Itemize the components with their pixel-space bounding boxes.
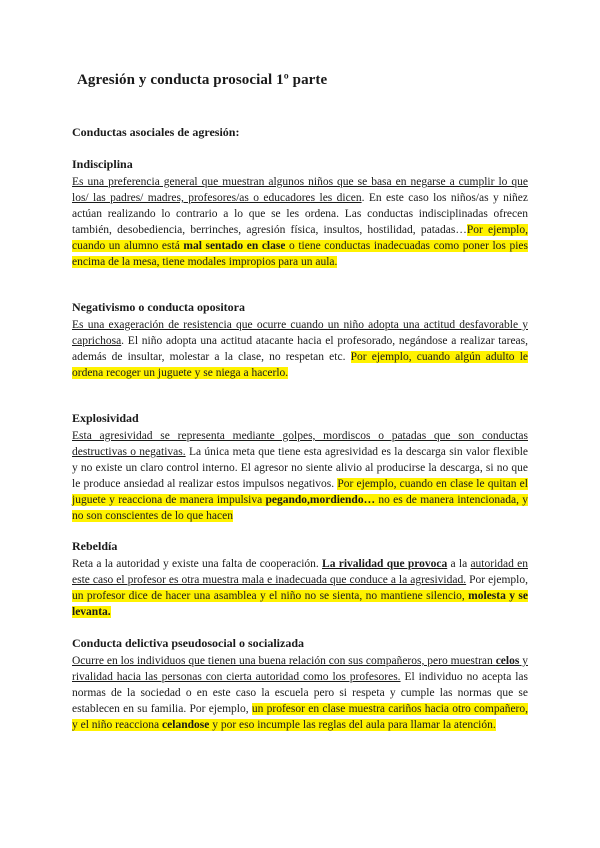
paragraph-rebeldia — [72, 556, 528, 620]
paragraph-conducta-delictiva — [72, 653, 528, 733]
section-indisciplina — [72, 157, 528, 270]
example-highlight: o tiene conductas inadecuadas como poner los pies encima de la mesa, tiene modales impropios para un aula. — [72, 240, 528, 268]
definition-text: Es una preferencia general que muestran algunos niños que se basa en negarse a cumplir lo que los/ las padres/ madres, profesores/as o educadores les dicen — [72, 176, 528, 204]
example-highlight: Por ejemplo, cuando un alumno está — [72, 224, 528, 252]
document-title: Agresión y conducta prosocial 1º parte — [77, 72, 328, 88]
section-intro-heading: Conductas asociales de agresión: — [72, 125, 240, 139]
body-text: Por ejemplo, — [466, 574, 528, 586]
section-explosividad — [72, 411, 528, 524]
definition-text: Esta agresividad se representa mediante golpes, mordiscos o patadas que son conductas destructivas o negativas. — [72, 430, 528, 458]
section-heading-explosividad: Explosividad — [72, 411, 139, 425]
example-highlight-bold: pegando,mordiendo… — [265, 494, 376, 506]
body-text: . El niño adopta una actitud atacante hacia el profesorado, negándose a realizar tareas, además de insultar, molestar a la clase, no respetan etc. — [72, 335, 528, 363]
example-highlight: Por ejemplo, cuando en clase le quitan el juguete y reacciona de manera impulsiva — [72, 478, 528, 506]
emphasis-text: celos — [495, 655, 520, 667]
example-highlight: y por eso incumple las reglas del aula para llamar la atención. — [209, 719, 496, 731]
definition-text: Es una exageración de resistencia que ocurre cuando un niño adopta una actitud desfavorable y caprichosa — [72, 319, 528, 347]
example-highlight: un profesor en clase muestra cariños hacia otro compañero, y el niño reacciona — [72, 703, 529, 731]
example-highlight-bold: molesta y se levanta. — [72, 590, 528, 618]
section-heading-negativismo: Negativismo o conducta opositora — [72, 300, 245, 314]
emphasis-text: La rivalidad que provoca — [322, 558, 448, 570]
definition-text: y rivalidad hacia las personas con cierta autoridad como los profesores. — [72, 655, 529, 683]
body-text: a la — [447, 558, 471, 570]
section-heading-conducta-delictiva: Conducta delictiva pseudosocial o socializada — [72, 636, 305, 650]
body-text: . En este caso los niños/as y niñez actúan realizando lo contrario a lo que se les ordena. Las conductas indisciplinadas ofrecen también, desobediencia, berrinches, agresión física, insultos, hostilidad, patadas… — [72, 192, 528, 236]
section-negativismo — [72, 300, 528, 381]
section-rebeldia — [72, 539, 528, 620]
example-highlight: no es de manera intencionada, y no son conscientes de lo que hacen — [72, 494, 529, 522]
section-heading-rebeldia: Rebeldía — [72, 539, 118, 553]
example-highlight: un profesor dice de hacer una asamblea y el niño no se sienta, no mantiene silencio, — [72, 590, 469, 602]
section-conducta-delictiva — [72, 636, 528, 733]
example-highlight-bold: celandose — [162, 719, 210, 731]
definition-text: autoridad en este caso el profesor es otra muestra mala e inadecuada que conduce a la agresividad. — [72, 558, 528, 586]
paragraph-explosividad — [72, 428, 528, 524]
paragraph-negativismo — [72, 317, 528, 381]
definition-text: Ocurre en los individuos que tienen una buena relación con sus compañeros, pero muestran — [72, 655, 496, 667]
body-text: Reta a la autoridad y existe una falta de cooperación. — [72, 558, 323, 570]
body-text: El individuo no acepta las normas de la sociedad o en este caso la escuela pero si respeta y cumple las normas que se establecen en su familia. Por ejemplo, — [72, 671, 529, 715]
section-heading-indisciplina: Indisciplina — [72, 157, 133, 171]
paragraph-indisciplina — [72, 174, 528, 270]
example-highlight-bold: mal sentado en clase — [183, 240, 286, 252]
body-text: La única meta que tiene esta agresividad es la descarga sin valor flexible y no existe un claro control interno. El agresor no siente alivio al producirse la descarga, si no que le produce ansiedad al realizar estos impulsos negativos. — [72, 446, 529, 490]
example-highlight: Por ejemplo, cuando algún adulto le ordena recoger un juguete y se niega a hacerlo. — [72, 351, 528, 379]
